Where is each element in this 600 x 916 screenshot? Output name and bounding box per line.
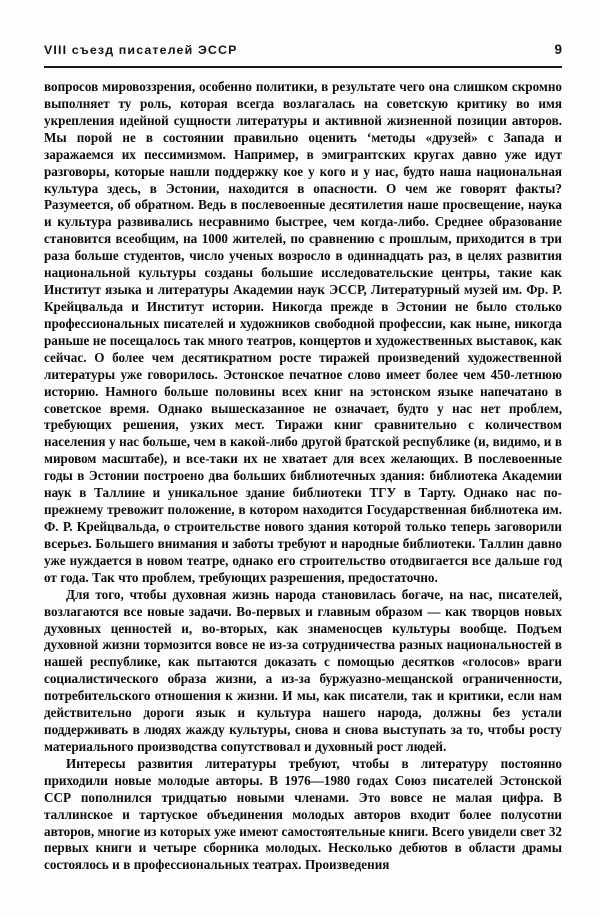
running-header-title: VIII съезд писателей ЭССР [44, 43, 238, 57]
paragraph-1: вопросов мировоззрения, особенно политики, в результате чего она слишком скромно выполняет ту роль, которая всегда возлагалась на советскую критику во имя укрепления идейной сущности литературы и активной жизненной позиции авторов. Мы порой не в состоянии правильно оценить ‘методы «друзей» с Запада и заражаемся их пессимизмом. Например, в эмигрантских кругах давно уже идут разговоры, которые нашли поддержку кое у кого и у нас, будто наша национальная культура здесь, в Эстонии, находится в опасности. О чем же говорят факты? Разумеется, об обратном. Ведь в послевоенные десятилетия наше просвещение, наука и культура развивались несравнимо быстрее, чем когда-либо. Среднее образование становится всеобщим, на 1000 жителей, по сравнению с прошлым, приходится в три раза больше студентов, число ученых возросло в одиннадцать раз, в целях развития национальной культуры созданы большие исследовательские центры, такие как Институт языка и литературы Академии наук ЭССР, Литературный музей им. Фр. Р. Крейцвальда и Институт истории. Никогда прежде в Эстонии не было столько профессиональных писателей и художников свободной профессии, как ныне, никогда раньше не посещалось так много театров, концертов и художественных выставок, как сейчас. О более чем десятикратном росте тиражей произведений художественной литературы уже говорилось. Эстонское печатное слово имеет более чем 450-летнюю историю. Намного больше половины всех книг на эстонском языке напечатано в советское время. Однако вышесказанное не означает, будто у нас нет проблем, требующих решения, узких мест. Тиражи книг сравнительно с количеством населения у нас больше, чем в какой-либо другой братской республике (и, видимо, и в мировом масштабе), и все-таки их не хватает для всех желающих. В послевоенные годы в Эстонии построено два больших библиотечных здания: библиотека Академии наук в Таллине и уникальное здание библиотеки ТГУ в Тарту. Однако нас по-прежнему тревожит положение, в котором находится Государственная библиотека им. Ф. Р. Крейцвальда, о строительстве нового здания которой только теперь заговорили всерьез. Большего внимания и заботы требуют и народные библиотеки. Таллин давно уже нуждается в новом театре, однако его строительство отодвигается все дальше год от года. Так что проблем, требующих разрешения, предостаточно. [44, 79, 563, 585]
running-header [44, 42, 562, 62]
page-number: 9 [554, 42, 562, 57]
header-rule [44, 66, 562, 68]
paragraph-3: Интересы развития литературы требуют, чтобы в литературу постоянно приходили новые молодые авторы. В 1976—1980 годах Союз писателей Эстонской ССР пополнился тридцатью новыми членами. Это вовсе не малая цифра. В таллинское и тартуское объединения молодых авторов входит более полусотни авторов, многие из которых уже имеют самостоятельные книги. Всего увидели свет 32 первых книги и четыре сборника молодых. Несколько дебютов в области драмы состоялось и в профессиональных театрах. Произведения [44, 755, 562, 873]
body-text-block [44, 79, 562, 874]
paragraph-2: Для того, чтобы духовная жизнь народа становилась богаче, на нас, писателей, возлагаются все новые задачи. Во-первых и главным образом — как творцов новых духовных ценностей и, во-вторых, как знаменосцев культуры вообще. Подъем духовной жизни тормозится вовсе не из-за сотрудничества разных национальностей в нашей республике, как пытаются доказать с помощью десятков «голосов» враги социалистического образа жизни, а из-за буржуазно-мещанской ограниченности, потребительского отношения к жизни. И мы, как писатели, так и критики, если нам действительно дороги язык и культура нашего народа, должны без устали поддерживать в людях жажду культуры, снова и снова выступать за то, чтобы росту материального производства сопутствовал и духовный рост людей. [44, 586, 562, 754]
